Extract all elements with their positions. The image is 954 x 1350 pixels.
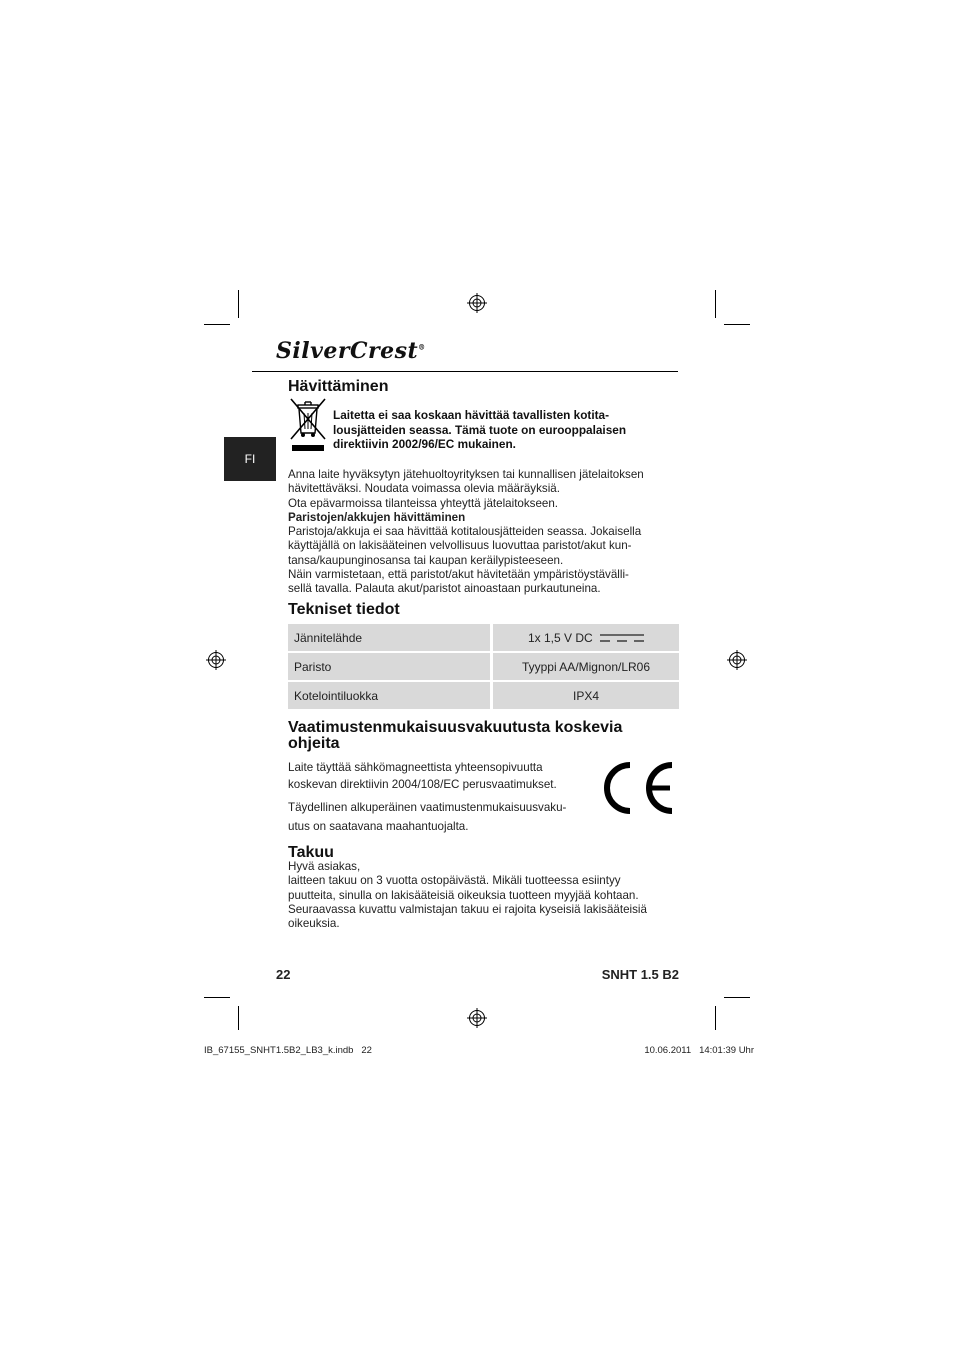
table-row — [288, 653, 679, 680]
warranty-heading: Takuu — [288, 844, 334, 861]
registration-mark-icon — [467, 1008, 487, 1028]
table-row — [288, 624, 679, 651]
specs-heading: Tekniset tiedot — [288, 601, 400, 618]
registration-mark-icon — [467, 293, 487, 313]
battery-disposal-subheading: Paristojen/akkujen hävittäminen — [288, 510, 466, 524]
print-slug-date: 10.06.2011 14:01:39 Uhr — [644, 1045, 754, 1056]
crop-mark — [204, 997, 230, 998]
text-line: Laite täyttää sähkömagneettista yhteensopivuutta — [288, 761, 543, 774]
spec-value-cell — [490, 624, 679, 651]
text-line: Seuraavassa kuvattu valmistajan takuu ei rajoita kyseisiä lakisääteisiä — [288, 902, 647, 916]
page-number: 22 — [276, 967, 291, 982]
brand-name: SilverCrest — [276, 338, 419, 364]
crossed-out-wheelie-bin-icon — [288, 397, 328, 459]
text-line: hävitettäväksi. Noudata voimassa olevia määräyksiä. — [288, 482, 560, 496]
spec-label: Paristo — [288, 653, 490, 680]
heading-line: ohjeita — [288, 735, 340, 752]
language-tab: FI — [224, 437, 276, 481]
registered-mark: ® — [418, 342, 426, 352]
text-line: lousjätteiden seassa. Tämä tuote on eurooppalaisen — [333, 422, 627, 437]
text-line: tansa/kaupunginosansa tai kaupan keräilypisteeseen. — [288, 553, 564, 567]
spec-label: Kotelointiluokka — [288, 682, 490, 709]
heading-line: Vaatimustenmukaisuusvakuutusta koskevia — [288, 719, 623, 736]
disposal-warning — [333, 408, 663, 452]
text-line: oikeuksia. — [288, 917, 340, 931]
text-line: utus on saatavana maahantuojalta. — [288, 820, 469, 833]
crop-mark — [724, 997, 750, 998]
conformity-paragraph-1 — [288, 759, 557, 793]
print-slug-file: IB_67155_SNHT1.5B2_LB3_k.indb 22 — [204, 1045, 372, 1056]
crop-mark — [715, 1006, 716, 1030]
text-line: puutteita, sinulla on lakisääteisiä oikeuksia tuotteen myyjää kohtaan. — [288, 888, 639, 902]
brand-logo — [276, 338, 426, 364]
warranty-paragraph — [288, 860, 647, 931]
registration-mark-icon — [206, 650, 226, 670]
conformity-paragraph-2 — [288, 798, 566, 836]
text-line: Anna laite hyväksytyn jätehuoltoyrityksen tai kunnallisen jätelaitoksen — [288, 468, 644, 481]
spec-value: 1x 1,5 V DC — [527, 630, 593, 645]
text-line: Paristoja/akkuja ei saa hävittää kotitalousjätteiden seassa. Jokaisella — [288, 525, 642, 539]
text-line: Hyvä asiakas, — [288, 860, 361, 873]
text-line: käyttäjällä on lakisääteinen velvollisuus luovuttaa paristot/akut kun- — [288, 539, 632, 553]
text-line: Näin varmistetaan, että paristot/akut hävitetään ympäristöystävälli- — [288, 568, 629, 582]
crop-mark — [715, 290, 716, 318]
spec-value: IPX4 — [490, 682, 679, 709]
text-line: Täydellinen alkuperäinen vaatimustenmukaisuusvaku- — [288, 801, 567, 814]
conformity-heading — [288, 720, 622, 752]
crop-mark — [204, 324, 230, 325]
specs-table — [288, 622, 679, 711]
ce-mark-icon — [600, 759, 680, 817]
direct-current-icon — [600, 633, 644, 643]
disposal-paragraph — [288, 468, 644, 597]
spec-label: Jännitelähde — [288, 624, 490, 651]
spec-value: Tyyppi AA/Mignon/LR06 — [490, 653, 679, 680]
model-number: SNHT 1.5 B2 — [601, 967, 679, 982]
text-line: Ota epävarmoissa tilanteissa yhteyttä jätelaitokseen. — [288, 496, 559, 510]
crop-mark — [238, 1006, 239, 1030]
registration-mark-icon — [727, 650, 747, 670]
text-line: koskevan direktiivin 2004/108/EC perusvaatimukset. — [288, 778, 557, 791]
header-rule — [252, 371, 678, 372]
text-line: laitteen takuu on 3 vuotta ostopäivästä. Mikäli tuotteessa esiintyy — [288, 874, 621, 888]
text-line: sellä tavalla. Palauta akut/paristot ainoastaan purkautuneina. — [288, 582, 601, 596]
crop-mark — [724, 324, 750, 325]
crop-mark — [238, 290, 239, 318]
text-line: Laitetta ei saa koskaan hävittää tavallisten kotita- — [333, 408, 610, 422]
text-line: direktiivin 2002/96/EC mukainen. — [333, 437, 516, 451]
table-row — [288, 682, 679, 709]
disposal-heading: Hävittäminen — [288, 378, 389, 395]
